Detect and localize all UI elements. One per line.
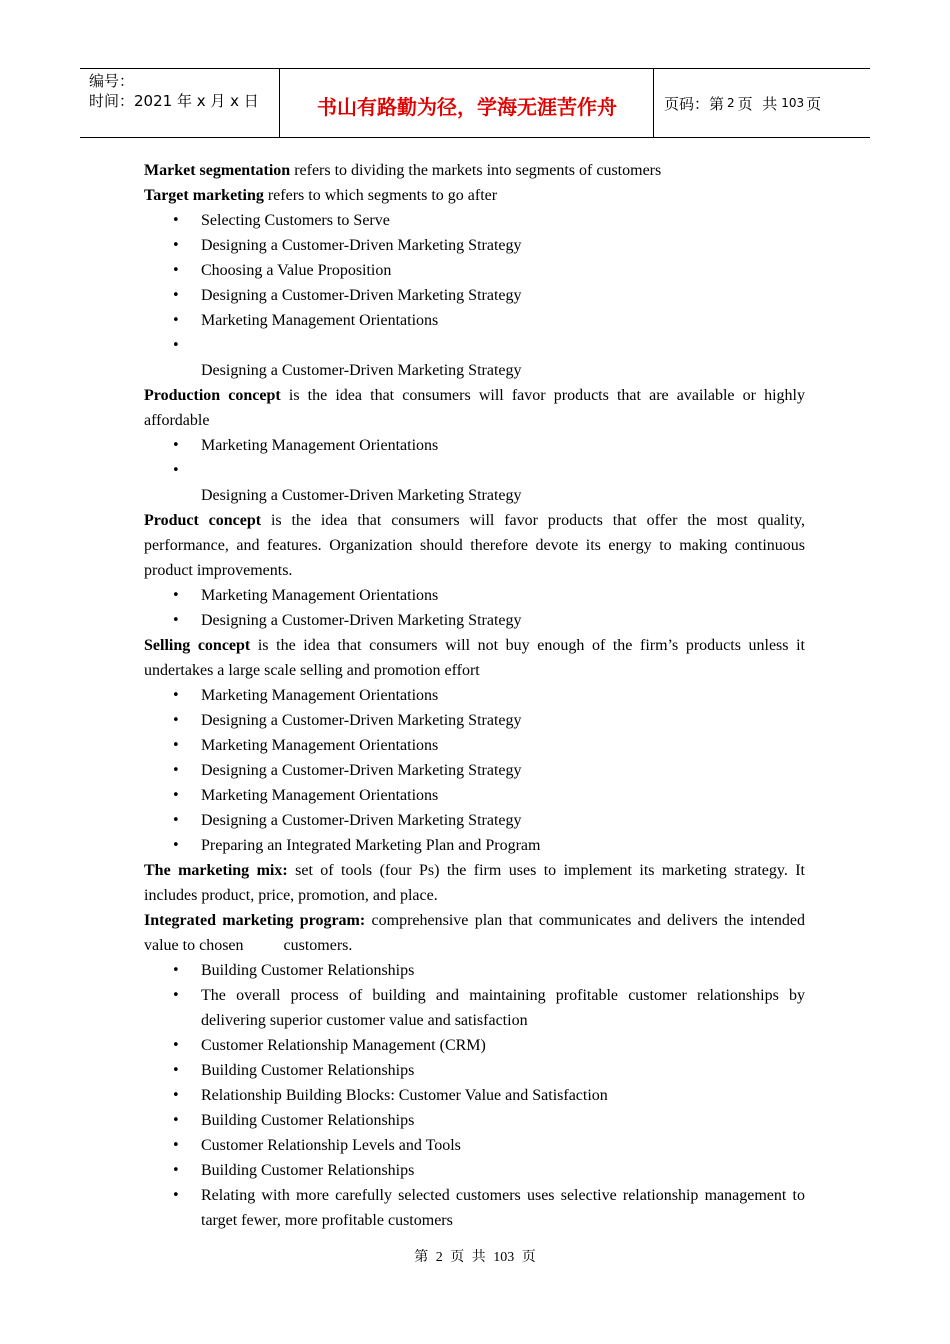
bullet-icon: •: [172, 238, 180, 253]
term: Selling concept: [144, 637, 251, 654]
bullet-icon: •: [172, 1063, 180, 1078]
bullet-icon: •: [172, 1038, 180, 1053]
bullet-icon: •: [172, 1088, 180, 1103]
definition: refers to dividing the markets into segments of customers: [290, 162, 662, 179]
footer-mid2: 共: [471, 1250, 486, 1265]
list-item: • Designing a Customer-Driven Marketing Strategy: [144, 283, 805, 308]
list-item: • Building Customer Relationships: [144, 958, 805, 983]
bullet-icon: •: [172, 213, 180, 228]
header-number-label: 编号：: [89, 72, 135, 90]
bullet-icon: •: [172, 1163, 180, 1178]
paragraph-product-concept: [144, 508, 805, 583]
footer-mid1: 页: [450, 1250, 465, 1265]
list-item: • Designing a Customer-Driven Marketing Strategy: [144, 233, 805, 258]
list-item: • Customer Relationship Management (CRM): [144, 1033, 805, 1058]
list-item: • Marketing Management Orientations: [144, 433, 805, 458]
bullet-icon: •: [172, 713, 180, 728]
bullet-icon: •: [172, 738, 180, 753]
bullet-icon: •: [172, 313, 180, 328]
header-page-current: 2: [727, 96, 735, 110]
bullet-icon: •: [172, 838, 180, 853]
footer-page-current: 2: [435, 1250, 443, 1265]
header-motto: 书山有路勤为径，学海无涯苦作舟: [281, 69, 654, 137]
footer-suffix: 页: [521, 1250, 536, 1265]
bullet-icon: •: [172, 338, 180, 353]
definition: refers to which segments to go after: [263, 187, 498, 204]
header-meta: [80, 69, 280, 137]
list-item: • Designing a Customer-Driven Marketing Strategy: [144, 758, 805, 783]
list-item: • Choosing a Value Proposition: [144, 258, 805, 283]
header-page-total: 103: [781, 96, 805, 110]
list-item: • Relating with more carefully selected customers uses selective relationship management to target fewer, more profitable customers: [144, 1183, 805, 1233]
list-item: • Designing a Customer-Driven Marketing Strategy: [144, 808, 805, 833]
definition: comprehensive plan that communicates and delivers the intended value to chosen customers.: [144, 912, 809, 954]
header-page-info: [655, 69, 870, 137]
term: Production concept: [144, 387, 281, 404]
bullet-icon: •: [172, 1113, 180, 1128]
paragraph-market-segmentation: [144, 158, 805, 183]
list-item: • Customer Relationship Levels and Tools: [144, 1133, 805, 1158]
list-item: • Marketing Management Orientations: [144, 733, 805, 758]
bullet-icon: •: [172, 963, 180, 978]
definition: is the idea that consumers will favor products that are available or highly affordable: [144, 387, 805, 429]
list-item: • Building Customer Relationships: [144, 1058, 805, 1083]
list-item: • Building Customer Relationships: [144, 1108, 805, 1133]
list-item-empty: [144, 458, 805, 483]
bullet-icon: •: [172, 1138, 180, 1153]
bullet-icon: •: [172, 438, 180, 453]
list-item: • Selecting Customers to Serve: [144, 208, 805, 233]
list-item: • Marketing Management Orientations: [144, 583, 805, 608]
bullet-icon: •: [172, 463, 180, 478]
definition: is the idea that consumers will not buy enough of the firm’s products unless it undertakes a large scale selling and promotion effort: [144, 637, 805, 679]
list-item: • Designing a Customer-Driven Marketing Strategy: [144, 708, 805, 733]
list-item: • Marketing Management Orientations: [144, 683, 805, 708]
header-page-suffix: 页: [806, 94, 822, 113]
list-item: • Designing a Customer-Driven Marketing Strategy: [144, 608, 805, 633]
list-item-empty: [144, 333, 805, 358]
paragraph-integrated-marketing-program: [144, 908, 809, 958]
bullet-icon: •: [172, 263, 180, 278]
bullet-icon: •: [172, 788, 180, 803]
header-page-prefix: 页码：第: [664, 94, 725, 113]
document-body: [144, 158, 809, 1233]
term: Product concept: [144, 512, 262, 529]
indented-line: Designing a Customer-Driven Marketing Strategy: [201, 487, 522, 504]
paragraph-selling-concept: [144, 633, 805, 683]
term: Market segmentation: [144, 162, 291, 179]
header-page-mid: 页 共: [737, 94, 778, 113]
list-item: • Marketing Management Orientations: [144, 308, 805, 333]
definition: is the idea that consumers will favor products that offer the most quality, performance, and features. Organization should therefore devote its energy to making continuous product improvements.: [144, 512, 805, 579]
bullet-icon: •: [172, 588, 180, 603]
footer-prefix: 第: [414, 1250, 429, 1265]
indented-line: Designing a Customer-Driven Marketing Strategy: [201, 362, 522, 379]
term: Integrated marketing program:: [144, 912, 366, 929]
footer-page-total: 103: [493, 1250, 515, 1265]
list-item: • The overall process of building and maintaining profitable customer relationships by delivering superior customer value and satisfaction: [144, 983, 805, 1033]
bullet-icon: •: [172, 763, 180, 778]
bullet-icon: •: [172, 813, 180, 828]
list-item: • Preparing an Integrated Marketing Plan and Program: [144, 833, 805, 858]
paragraph-marketing-mix: [144, 858, 805, 908]
list-item: • Building Customer Relationships: [144, 1158, 805, 1183]
bullet-icon: •: [172, 613, 180, 628]
term: The marketing mix:: [144, 862, 288, 879]
bullet-icon: •: [172, 288, 180, 303]
page-header: [80, 68, 870, 138]
definition: set of tools (four Ps) the firm uses to implement its marketing strategy. It includes product, price, promotion, and place.: [144, 862, 806, 904]
term: Target marketing: [144, 187, 264, 204]
bullet-icon: •: [172, 688, 180, 703]
header-date-label: 时间：2021 年 x 月 x 日: [89, 92, 259, 110]
bullet-icon: •: [172, 988, 180, 1003]
paragraph-production-concept: [144, 383, 805, 433]
bullet-icon: •: [172, 1188, 180, 1203]
list-item: • Marketing Management Orientations: [144, 783, 805, 808]
paragraph-target-marketing: [144, 183, 805, 208]
page-footer: [0, 1246, 950, 1266]
list-item: • Relationship Building Blocks: Customer Value and Satisfaction: [144, 1083, 805, 1108]
